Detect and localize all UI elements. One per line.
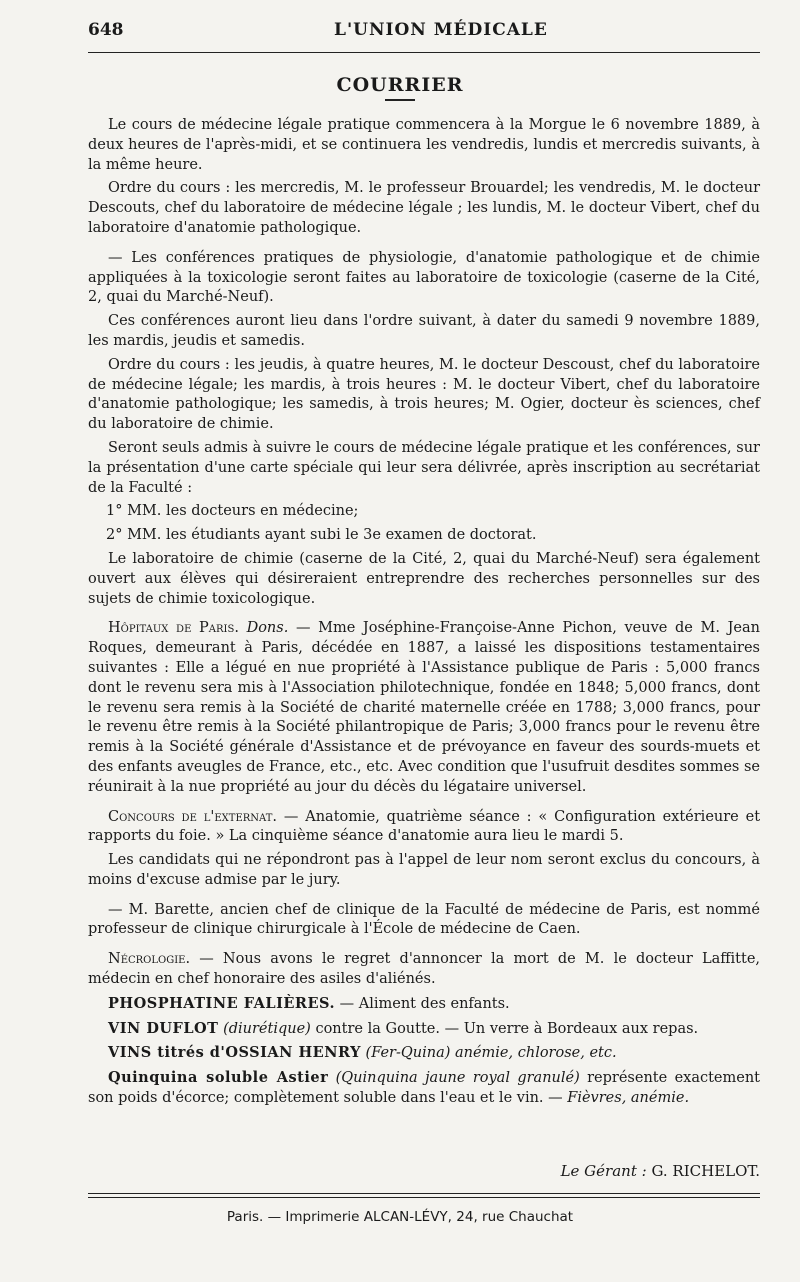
paragraph-concours xyxy=(88,808,760,848)
footer-rule-bottom xyxy=(88,1197,760,1198)
ad-vin-duflot xyxy=(88,1019,760,1040)
list-item: 2° MM. les étudiants ayant subi le 3e examen de doctorat. xyxy=(106,527,537,544)
ad-text: représente exactement son poids d'écorce; complètement soluble dans l'eau et le vin. — xyxy=(88,1070,760,1107)
paragraph-conferences: — Les conférences pratiques de physiologie, d'anatomie pathologique et de chimie appliquées à la toxicologie seront faites au laboratoire de toxicologie (caserne de la Cité, 2, quai du Marché-Neuf). xyxy=(88,249,760,306)
necrologie-heading: Nécrologie. xyxy=(108,951,191,968)
ad-quinquina xyxy=(88,1068,760,1109)
hopitaux-heading: Hôpitaux de Paris. xyxy=(108,620,239,637)
hopitaux-dons-label: Dons. xyxy=(246,620,289,637)
page-header xyxy=(88,20,760,50)
paragraph-candidats: Les candidats qui ne répondront pas à l'appel de leur nom seront exclus du concours, à moins d'excuse admise par le jury. xyxy=(88,852,760,888)
necrologie-text: — Nous avons le regret d'annoncer la mort de M. le docteur Laffitte, médecin en chef honoraire des asiles d'aliénés. xyxy=(88,951,761,988)
concours-heading: Concours de l'externat. xyxy=(108,808,277,825)
gerant-name: G. RICHELOT. xyxy=(651,1162,760,1180)
paragraph-hopitaux xyxy=(88,619,760,797)
ad-italic: (diurétique) xyxy=(223,1020,311,1037)
article-body xyxy=(88,116,760,1113)
ad-italic: (Quinquina jaune royal granulé) xyxy=(335,1070,580,1087)
title-underline xyxy=(385,99,415,101)
ad-brand: VIN DUFLOT xyxy=(108,1019,219,1037)
gerant-label: Le Gérant : xyxy=(560,1162,647,1180)
paragraph-laboratoire: Le laboratoire de chimie (caserne de la Cité, 2, quai du Marché-Neuf) sera également ouvert aux élèves qui désireraient entreprendre des recherches personnelles sur des sujets de chimie toxicologique. xyxy=(88,550,760,607)
concours-text: — Anatomie, quatrième séance : « Configuration extérieure et rapports du foie. » La cinquième séance d'anatomie aura lieu le mardi 5. xyxy=(88,808,761,845)
paragraph-admission: Seront seuls admis à suivre le cours de médecine légale pratique et les conférences, sur la présentation d'une carte spéciale qui leur sera délivrée, après inscription au secrétariat de la Faculté : xyxy=(88,439,760,496)
ad-brand: PHOSPHATINE FALIÈRES. xyxy=(108,994,336,1012)
section-title: COURRIER xyxy=(336,74,464,96)
hopitaux-text: — Mme Joséphine-Françoise-Anne Pichon, veuve de M. Jean Roques, demeurant à Paris, décédée en 1887, a laissé les dispositions testamentaires suivantes : Elle a légué en nue propriété à l'Assistance publique de Paris : 5,000 francs dont le revenu sera mis à l'Association philotechnique, fondée en 1848; 5,000 francs, dont le revenu sera remis à la Société de charité maternelle créée en 1788; 3,000 francs, pour le revenu être remis à la Société philantropique de Paris; 3,000 francs pour le revenu être remis à la Société générale d'Assistance et de prévoyance en faveur des sourds-muets et des enfants aveugles de France, etc., etc. Avec condition que l'usufruit desdites sommes se réunirait à la nue propriété au jour du décès du légataire universel. xyxy=(88,620,760,795)
printer-footer: Paris. — Imprimerie ALCAN-LÉVY, 24, rue Chauchat xyxy=(226,1209,574,1225)
ad-brand: Quinquina soluble Astier xyxy=(108,1069,329,1087)
footer-rule-top xyxy=(88,1193,760,1194)
ad-italic: (Fer-Quina) anémie, chlorose, etc. xyxy=(365,1045,617,1062)
ad-text: — Aliment des enfants. xyxy=(339,995,510,1012)
journal-title: L'UNION MÉDICALE xyxy=(334,20,548,40)
ad-text: contre la Goutte. — Un verre à Bordeaux aux repas. xyxy=(315,1020,699,1037)
list-item: 1° MM. les docteurs en médecine; xyxy=(106,503,359,520)
header-rule xyxy=(88,52,760,53)
ad-brand: VINS titrés d'OSSIAN HENRY xyxy=(108,1044,361,1062)
paragraph-dates: Ces conférences auront lieu dans l'ordre suivant, à dater du samedi 9 novembre 1889, les mardis, jeudis et samedis. xyxy=(88,313,760,349)
paragraph-ordre-cours: Ordre du cours : les mercredis, M. le professeur Brouardel; les vendredis, M. le docteur Descouts, chef du laboratoire de médecine légale ; les lundis, M. le docteur Vibert, chef du laboratoire d'anatomie pathologique. xyxy=(88,180,760,236)
gerant-signature xyxy=(88,1162,760,1180)
page-number: 648 xyxy=(88,20,124,40)
paragraph-barette: — M. Barette, ancien chef de clinique de la Faculté de médecine de Paris, est nommé professeur de clinique chirurgicale à l'École de médecine de Caen. xyxy=(88,901,760,938)
ad-phosphatine xyxy=(88,994,760,1015)
ad-tail: Fièvres, anémie. xyxy=(567,1090,690,1107)
paragraph-ordre-conferences: Ordre du cours : les jeudis, à quatre heures, M. le docteur Descoust, chef du laboratoire de médecine légale; les mardis, à trois heures : M. le docteur Vibert, chef du laboratoire d'anatomie pathologique; les samedis, à trois heures; M. Ogier, docteur ès sciences, chef du laboratoire de chimie. xyxy=(88,356,760,433)
paragraph-morgue: Le cours de médecine légale pratique commencera à la Morgue le 6 novembre 1889, à deux heures de l'après-midi, et se continuera les vendredis, lundis et mercredis suivants, à la même heure. xyxy=(88,117,760,173)
ad-ossian-henry xyxy=(88,1043,760,1064)
paragraph-necrologie xyxy=(88,950,760,990)
